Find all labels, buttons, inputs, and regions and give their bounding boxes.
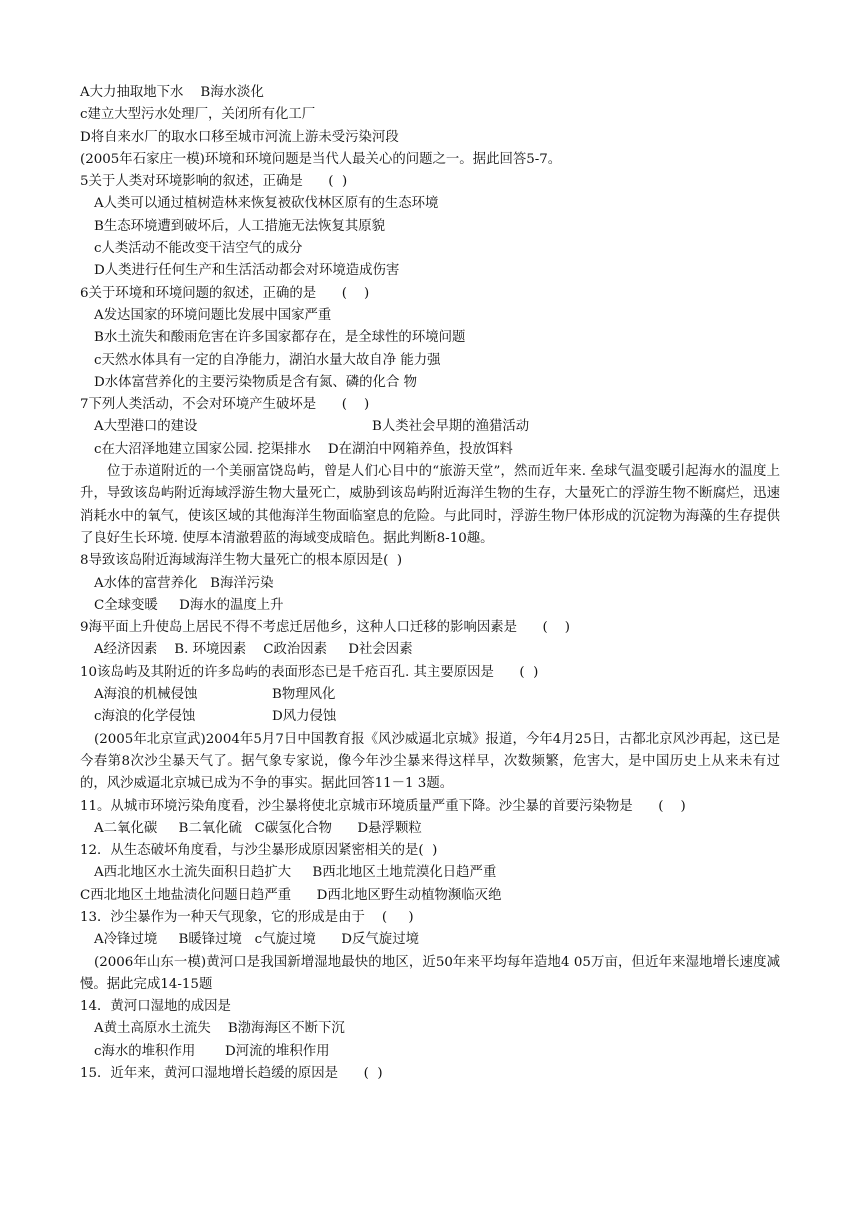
q5-stem: 5关于人类对环境影响的叙述，正确是 ( ) xyxy=(80,174,348,190)
q14-options-row1: A黄土高原水土流失 B渤海海区不断下沉 xyxy=(94,1021,345,1037)
q10-option-c: c海浪的化学侵蚀 xyxy=(94,709,196,725)
q8-options-row2: C全球变暖 D海水的温度上升 xyxy=(94,597,284,613)
q4-option-ab: A大力抽取地下水 B海水淡化 xyxy=(80,85,264,100)
q9-stem: 9海平面上升使岛上居民不得不考虑迁居他乡，这种人口迁移的影响因素是 ( ) xyxy=(80,620,571,636)
q12-options-row1: A西北地区水土流失面积日趋扩大 B西北地区土地荒漠化日趋严重 xyxy=(94,865,497,881)
q5-option-d: D人类进行任何生产和生活活动都会对环境造成伤害 xyxy=(94,263,400,279)
q15-stem: 15．近年来，黄河口湿地增长趋缓的原因是 ( ) xyxy=(80,1066,383,1082)
q4-option-c: c建立大型污水处理厂，关闭所有化工厂 xyxy=(80,107,316,123)
q11-options-row1: A二氧化碳 B二氧化硫 C碳氢化合物 D悬浮颗粒 xyxy=(94,820,422,836)
q11-stem: 11。从城市环境污染角度看，沙尘暴将使北京城市环境质量严重下降。沙尘暴的首要污染物是 ( ) xyxy=(80,798,686,814)
q7-options-row2: c在大沼泽地建立国家公园. 挖渠排水 D在湖泊中网箱养鱼，投放饵料 xyxy=(94,441,513,457)
q10-option-a: A海浪的机械侵蚀 xyxy=(94,687,198,703)
q7-option-b: B人类社会早期的渔猎活动 xyxy=(372,419,530,435)
q10-options-row2 xyxy=(80,706,780,728)
intro-5-7: (2005年石家庄一模)环境和环境问题是当代人最关心的问题之一。据此回答5-7。 xyxy=(80,151,562,167)
q6-option-b: B水土流失和酸雨危害在许多国家都存在，是全球性的环境问题 xyxy=(94,330,466,346)
q10-stem: 10该岛屿及其附近的许多岛屿的表面形态已是千疮百孔. 其主要原因是 ( ) xyxy=(80,664,539,680)
q6-option-c: c天然水体具有一定的自净能力，湖泊水量大故自净 能力强 xyxy=(94,352,441,368)
q8-options-row1: A水体的富营养化 B海洋污染 xyxy=(94,575,274,591)
q5-option-b: B生态环境遭到破坏后，人工措施无法恢复其原貌 xyxy=(94,218,386,234)
q13-options-row1: A冷锋过境 B暖锋过境 c气旋过境 D反气旋过境 xyxy=(94,932,419,948)
q5-option-c: c人类活动不能改变干洁空气的成分 xyxy=(94,241,303,257)
passage-11-13: (2005年北京宣武)2004年5月7日中国教育报《风沙威逼北京城》报道，今年4月25日，古都北京风沙再起，这已是今春第8次沙尘暴天气了。据气象专家说，像今年沙尘暴来得这样早，次数频繁，危害大，是中国历史上从来未有过的，风沙威逼北京城已成为不争的事实。据此回答11－1 3题。 xyxy=(80,731,780,792)
q7-stem: 7下列人类活动，不会对环境产生破坏是 ( ) xyxy=(80,397,370,413)
q12-stem: 12．从生态破坏角度看，与沙尘暴形成原因紧密相关的是( ) xyxy=(80,843,438,859)
passage-14-15: (2006年山东一模)黄河口是我国新增湿地最快的地区，近50年来平均每年造地4 05万亩，但近年来湿地增长速度减慢。据此完成14-15题 xyxy=(80,954,780,992)
q6-option-d: D水体富营养化的主要污染物质是含有氮、磷的化合 物 xyxy=(94,374,417,390)
q5-option-a: A人类可以通过植树造林来恢复被砍伐林区原有的生态环境 xyxy=(94,196,439,212)
passage-8-10: 位于赤道附近的一个美丽富饶岛屿，曾是人们心目中的“旅游天堂”，然而近年来. 垒球气温变暖引起海水的温度上升，导致该岛屿附近海域浮游生物大量死亡，威胁到该岛屿附近海洋生物的生存，大量死亡的浮游生物不断腐烂，迅速消耗水中的氧气，使该区域的其他海洋生物面临窒息的危险。与此同时，浮游生物尸体形成的沉淀物为海藻的生存提供了良好生长环境. 使厚本清澈碧蓝的海域变成暗色。据此判断8-10趣。 xyxy=(80,464,780,546)
q10-options-row1 xyxy=(80,684,780,706)
q7-options-row1 xyxy=(80,416,780,438)
q10-option-d: D风力侵蚀 xyxy=(272,709,337,725)
q8-stem: 8导致该岛附近海域海洋生物大量死亡的根本原因是( ) xyxy=(80,553,403,569)
q14-stem: 14．黄河口湿地的成因是 xyxy=(80,999,231,1015)
q4-option-d: D将自来水厂的取水口移至城市河流上游未受污染河段 xyxy=(80,129,399,145)
q12-options-row2: C西北地区土地盐渍化问题日趋严重 D西北地区野生动植物濒临灭绝 xyxy=(80,887,502,903)
q14-options-row2: c海水的堆积作用 D河流的堆积作用 xyxy=(94,1043,330,1059)
q6-stem: 6关于环境和环境问题的叙述，正确的是 ( ) xyxy=(80,285,370,301)
q13-stem: 13．沙尘暴作为一种天气现象，它的形成是由于 ( ) xyxy=(80,909,414,925)
q10-option-b: B物理风化 xyxy=(272,687,336,703)
q7-option-a: A大型港口的建设 xyxy=(94,419,198,435)
q6-option-a: A发达国家的环境问题比发展中国家严重 xyxy=(94,307,332,323)
q9-options-row1: A经济因素 B. 环境因素 C政治因素 D社会因素 xyxy=(94,642,413,658)
document-page xyxy=(80,82,780,1085)
